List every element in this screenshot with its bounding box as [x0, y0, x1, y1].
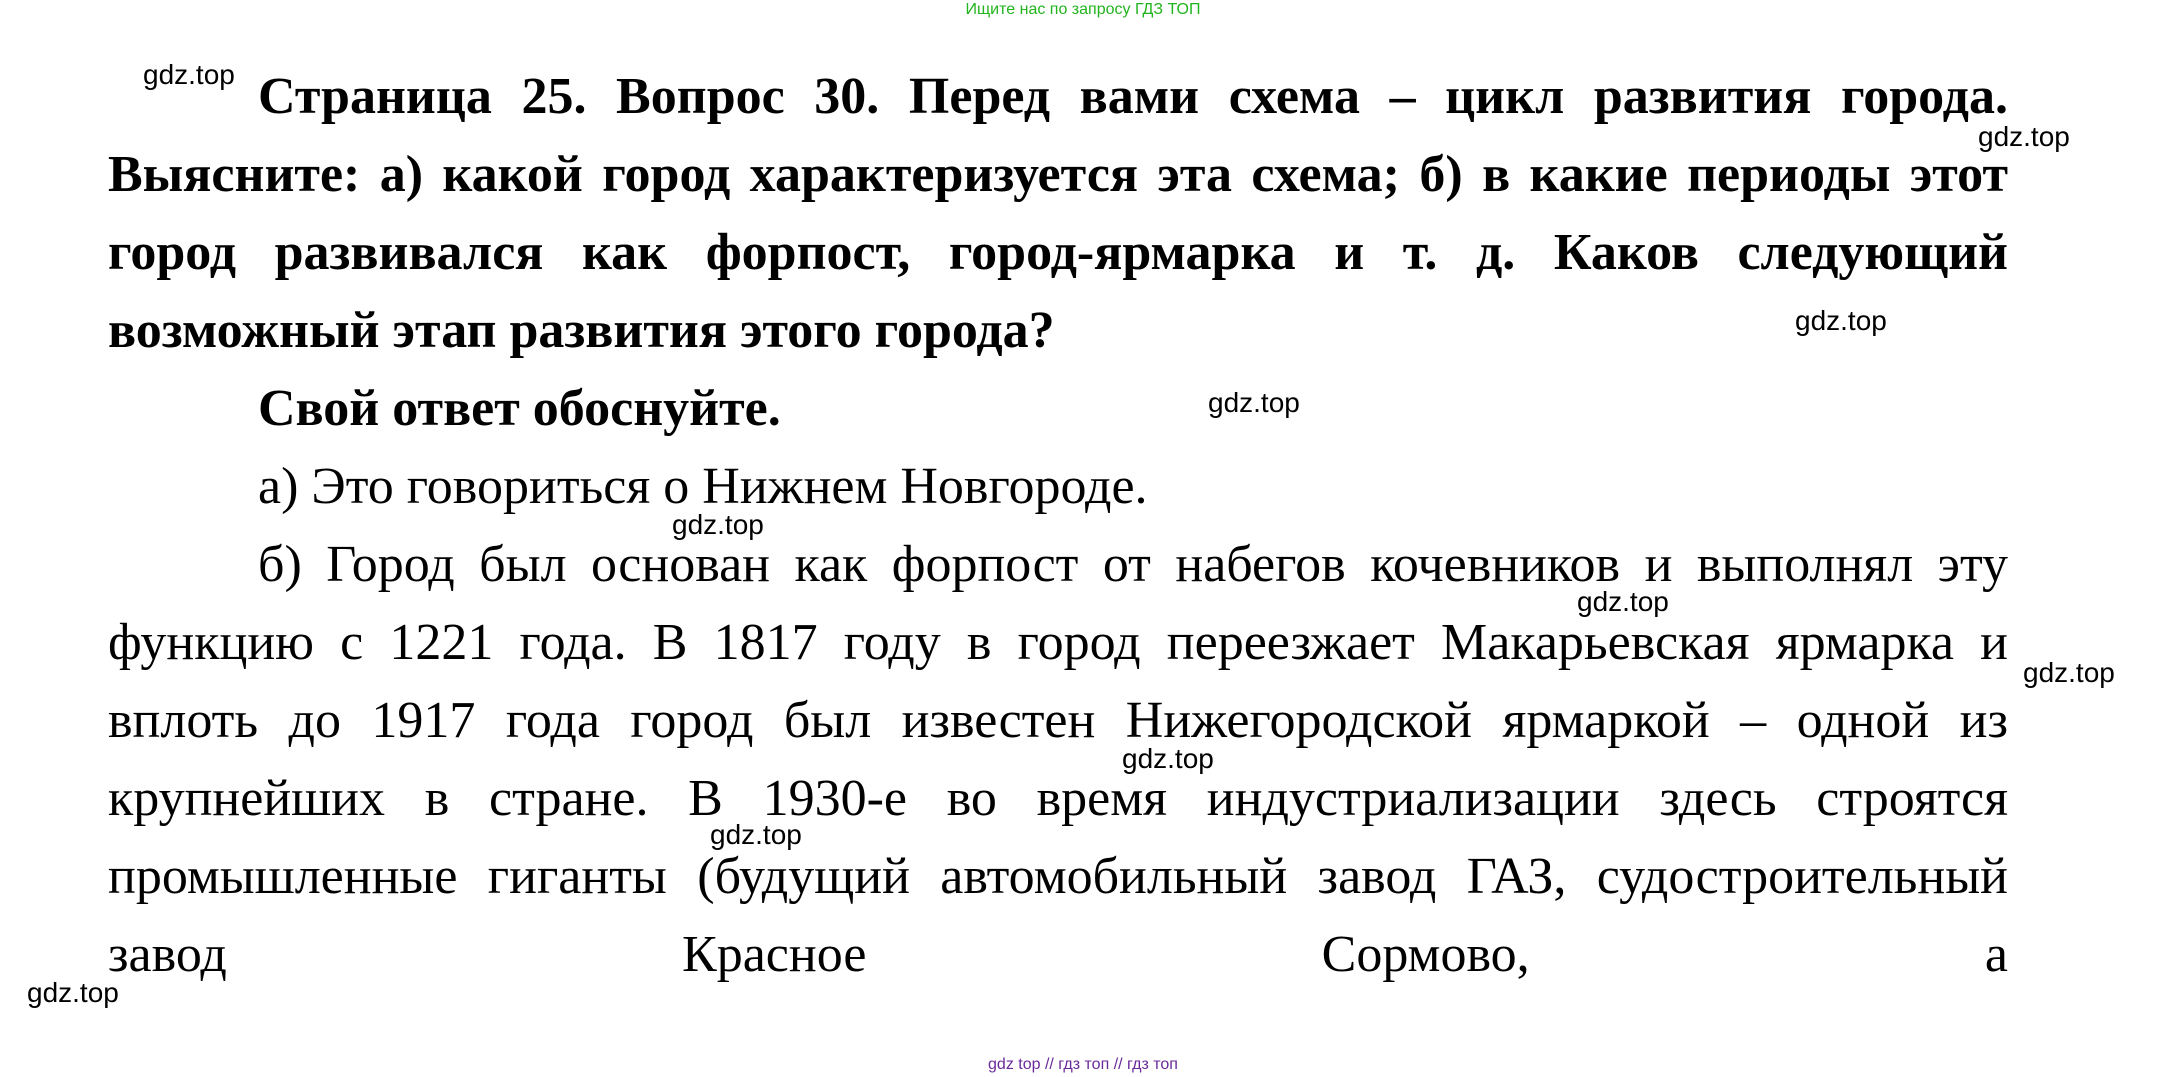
watermark: gdz.top [672, 509, 764, 540]
answer-b: б) Город был основан как форпост от набегов кочевников и выполнял эту функцию с 1221 года. В 1817 году в город переезжает Макарьевская ярмарка и вплоть до 1917 года город был известен Нижегородской ярмаркой – одной из крупнейших в стране. В 1930-е во время индустриализации здесь строятся промышленные гиганты (будущий автомобильный завод ГАЗ, судостроительный завод Красное Сормово, а [108, 536, 2008, 983]
watermark: gdz.top [710, 819, 802, 850]
bottom-banner: gdz top // гдз топ // гдз топ [988, 1056, 1178, 1073]
watermark: gdz.top [1208, 387, 1300, 418]
watermark: gdz.top [1795, 305, 1887, 336]
page-body [108, 58, 2008, 994]
watermark: gdz.top [2023, 657, 2115, 688]
watermark: gdz.top [1978, 121, 2070, 152]
watermark: gdz.top [143, 59, 235, 90]
answer-a: а) Это говориться о Нижнем Новгороде. [258, 458, 1148, 515]
question-tail: Свой ответ обоснуйте. [258, 380, 781, 437]
top-banner: Ищите нас по запросу ГДЗ ТОП [965, 1, 1201, 18]
watermark: gdz.top [27, 977, 119, 1008]
watermark: gdz.top [1122, 743, 1214, 774]
watermark: gdz.top [1577, 586, 1669, 617]
question-text: Страница 25. Вопрос 30. Перед вами схема – цикл развития города. Выясните: а) какой город характеризуется эта схема; б) в какие периоды этот город развивался как форпост, город-ярмарка и т. д. Каков следующий возможный этап развития этого города? [108, 68, 2008, 359]
